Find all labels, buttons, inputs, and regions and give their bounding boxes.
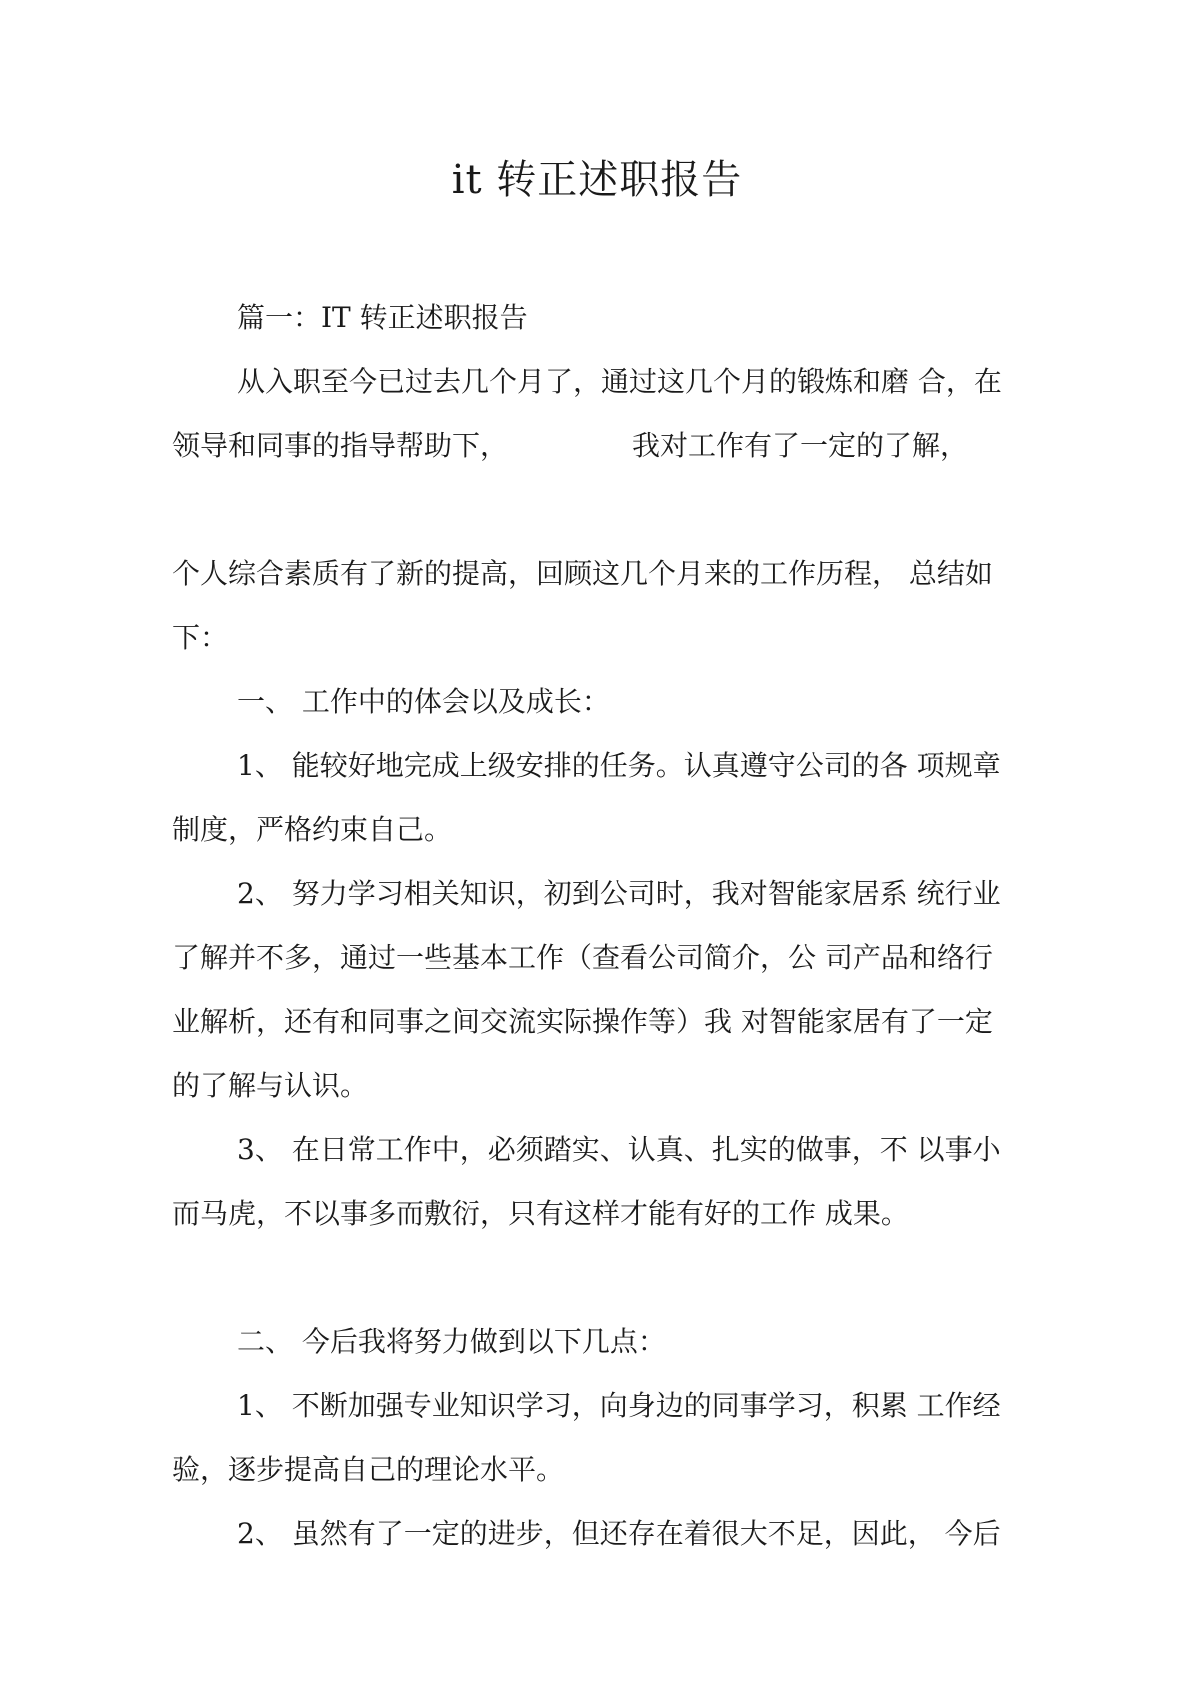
paragraph-line: 我对工作有了一定的了解， bbox=[632, 429, 969, 462]
paragraph-line: 的了解与认识。 bbox=[172, 1069, 369, 1102]
paragraph-line: 而马虎，不以事多而敷衍，只有这样才能有好的工作 成果。 bbox=[172, 1197, 909, 1230]
document-title: it 转正述职报告 bbox=[451, 157, 743, 203]
paragraph-line: 1、 不断加强专业知识学习，向身边的同事学习，积累 工作经 bbox=[237, 1389, 1001, 1422]
paragraph-line: 验，逐步提高自己的理论水平。 bbox=[172, 1453, 565, 1486]
paragraph-line: 2、 努力学习相关知识，初到公司时，我对智能家居系 统行业 bbox=[237, 877, 1001, 910]
section-heading-1: 篇一：IT 转正述职报告 bbox=[237, 301, 528, 334]
paragraph-line: 了解并不多，通过一些基本工作（查看公司简介，公 司产品和络行 bbox=[172, 941, 993, 974]
paragraph-line: 个人综合素质有了新的提高，回顾这几个月来的工作历程， 总结如 bbox=[172, 557, 993, 590]
section-heading-2: 一、 工作中的体会以及成长： bbox=[237, 685, 610, 718]
paragraph-line: 领导和同事的指导帮助下， bbox=[172, 429, 509, 462]
paragraph-line: 1、 能较好地完成上级安排的任务。认真遵守公司的各 项规章 bbox=[237, 749, 1001, 782]
section-heading-3: 二、 今后我将努力做到以下几点： bbox=[237, 1325, 666, 1358]
paragraph-line: 制度，严格约束自己。 bbox=[172, 813, 453, 846]
paragraph-line: 从入职至今已过去几个月了，通过这几个月的锻炼和磨 合，在 bbox=[237, 365, 1002, 398]
paragraph-line: 3、 在日常工作中，必须踏实、认真、扎实的做事，不 以事小 bbox=[237, 1133, 1001, 1166]
paragraph-line: 业解析，还有和同事之间交流实际操作等）我 对智能家居有了一定 bbox=[172, 1005, 993, 1038]
paragraph-line: 下： bbox=[172, 621, 229, 654]
paragraph-line: 2、 虽然有了一定的进步，但还存在着很大不足，因此， 今后 bbox=[237, 1517, 1001, 1550]
